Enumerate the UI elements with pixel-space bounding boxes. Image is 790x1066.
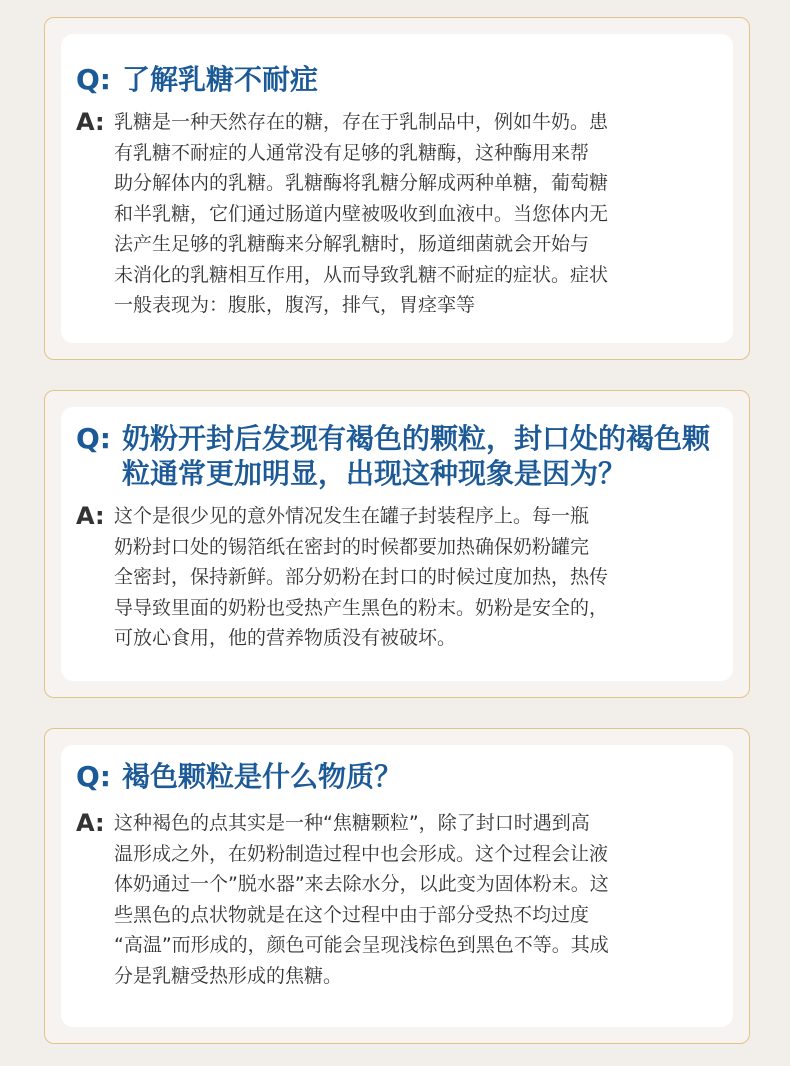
faq-card-brown-particles-substance: [44, 728, 750, 1044]
faq-question: [76, 759, 723, 794]
faq-question: [76, 62, 723, 97]
question-text: 褐色颗粒是什么物质？: [122, 760, 403, 793]
faq-card-content: [61, 34, 733, 343]
answer-prefix: A:: [76, 809, 105, 837]
faq-card-content: [61, 407, 733, 681]
faq-answer: [76, 107, 723, 321]
faq-answer: [76, 808, 723, 991]
answer-prefix: A:: [76, 108, 105, 136]
answer-text: 乳糖是一种天然存在的糖，存在于乳制品中，例如牛奶。患 有乳糖不耐症的人通常没有足够的乳糖酶，这种酶用来帮 助分解体内的乳糖。乳糖酶将乳糖分解成两种单糖，葡萄糖 和半乳糖，它们通过肠道内壁被吸收到血液中。当您体内无 法产生足够的乳糖酶来分解乳糖时，肠道细菌就会开始与 未消化的乳糖相互作用，从而导致乳糖不耐症的症状。症状 一般表现为：腹胀，腹泻，排气，胃痉挛等: [114, 111, 609, 316]
question-text: 奶粉开封后发现有褐色的颗粒，封口处的褐色颗 粒通常更加明显，出现这种现象是因为？: [122, 422, 711, 490]
question-text: 了解乳糖不耐症: [122, 63, 319, 96]
faq-card-lactose-intolerance: [44, 17, 750, 360]
answer-text: 这个是很少见的意外情况发生在罐子封装程序上。每一瓶 奶粉封口处的锡箔纸在密封的时候都要加热确保奶粉罐完 全密封，保持新鲜。部分奶粉在封口的时候过度加热，热传 导导致里面的奶粉也受热产生黑色的粉末。奶粉是安全的， 可放心食用，他的营养物质没有被破坏。: [114, 505, 609, 649]
faq-answer: [76, 501, 723, 654]
faq-question: [76, 421, 723, 491]
answer-text: 这种褐色的点其实是一种“焦糖颗粒”，除了封口时遇到高 温形成之外，在奶粉制造过程中也会形成。这个过程会让液 体奶通过一个”脱水器”来去除水分，以此变为固体粉末。这 些黑色的点状物就是在这个过程中由于部分受热不均过度 “高温”而形成的，颜色可能会呈现浅棕色到黑色不等。其成 分是乳糖受热形成的焦糖。: [114, 812, 609, 987]
question-prefix: Q:: [76, 422, 111, 455]
question-prefix: Q:: [76, 760, 111, 793]
faq-card-brown-particles-cause: [44, 390, 750, 698]
faq-card-content: [61, 745, 733, 1027]
answer-prefix: A:: [76, 502, 105, 530]
question-prefix: Q:: [76, 63, 111, 96]
